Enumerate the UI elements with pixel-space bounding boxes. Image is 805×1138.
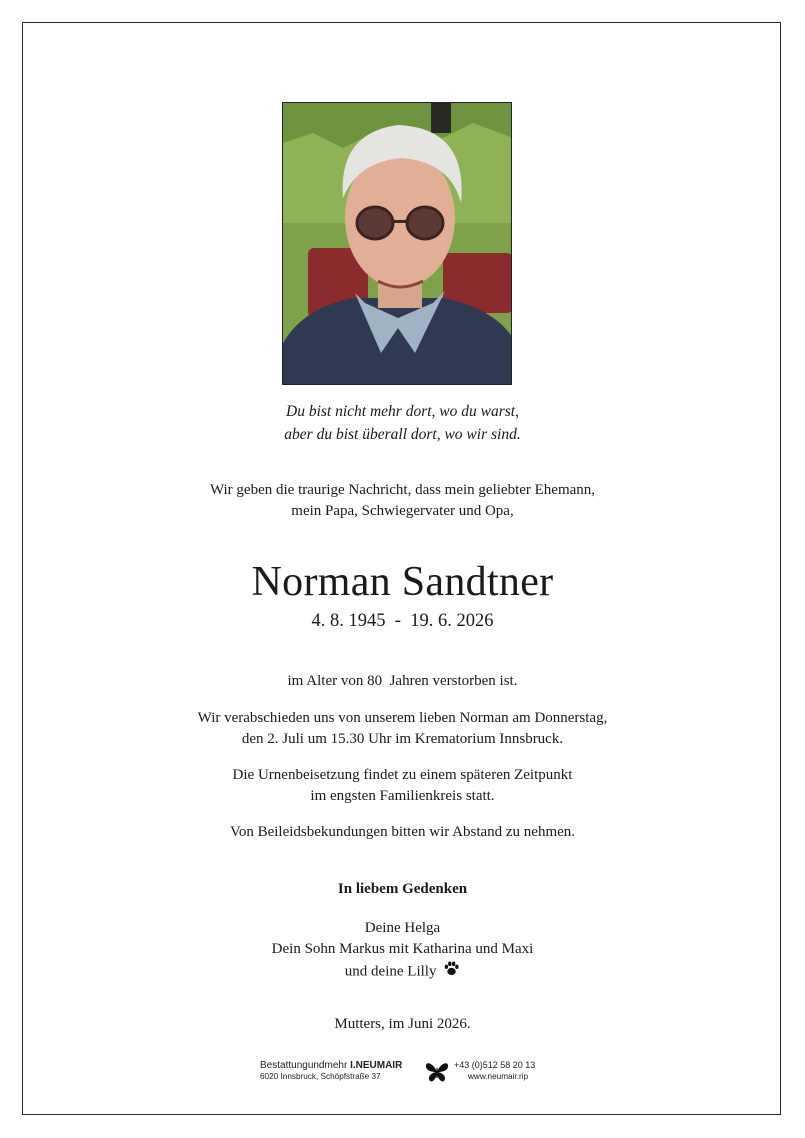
quote-line: Du bist nicht mehr dort, wo du warst, [286, 403, 519, 420]
announcement-intro [0, 480, 805, 522]
farewell-line: Wir verabschieden uns von unserem lieben Norman am Donnerstag, [197, 710, 608, 726]
funeral-home-website: www.neumair.rip [468, 1072, 529, 1081]
brand-name-bold: I.NEUMAIR [350, 1060, 403, 1071]
family-line: Deine Helga [364, 920, 441, 936]
portrait-photo [282, 102, 512, 385]
memory-heading: In liebem Gedenken [337, 881, 468, 897]
funeral-home-footer [260, 1058, 560, 1088]
family-line-text: und deine Lilly [344, 963, 437, 980]
deceased-name: Norman Sandtner [251, 559, 554, 605]
intro-line: mein Papa, Schwiegervater und Opa, [291, 503, 514, 519]
family-line: Dein Sohn Markus mit Katharina und Maxi [271, 941, 534, 957]
funeral-home-brand [260, 1060, 402, 1071]
life-dates: 4. 8. 1945 - 19. 6. 2026 [311, 611, 494, 631]
farewell-line: den 2. Juli um 15.30 Uhr im Krematorium Innsbruck. [241, 731, 564, 747]
farewell-paragraph [0, 708, 805, 750]
age-line: im Alter von 80 Jahren verstorben ist. [287, 673, 518, 689]
urn-line: im engsten Familienkreis statt. [310, 788, 495, 804]
paw-print-icon [443, 960, 460, 984]
condolences-note: Von Beileidsbekundungen bitten wir Abstand zu nehmen. [229, 824, 576, 840]
urn-line: Die Urnenbeisetzung findet zu einem späteren Zeitpunkt [232, 767, 573, 783]
brand-name: Bestattungundmehr [260, 1060, 348, 1071]
intro-line: Wir geben die traurige Nachricht, dass mein geliebter Ehemann, [209, 482, 596, 498]
memorial-quote [0, 400, 805, 446]
family-list [0, 918, 805, 984]
funeral-home-address: 6020 Innsbruck, Schöpfstraße 37 [260, 1072, 381, 1081]
urn-paragraph [0, 765, 805, 807]
quote-line: aber du bist überall dort, wo wir sind. [284, 426, 521, 443]
place-and-date: Mutters, im Juni 2026. [334, 1016, 471, 1032]
family-line [0, 960, 805, 984]
butterfly-icon [424, 1060, 450, 1089]
funeral-home-phone: +43 (0)512 58 20 13 [454, 1060, 536, 1070]
